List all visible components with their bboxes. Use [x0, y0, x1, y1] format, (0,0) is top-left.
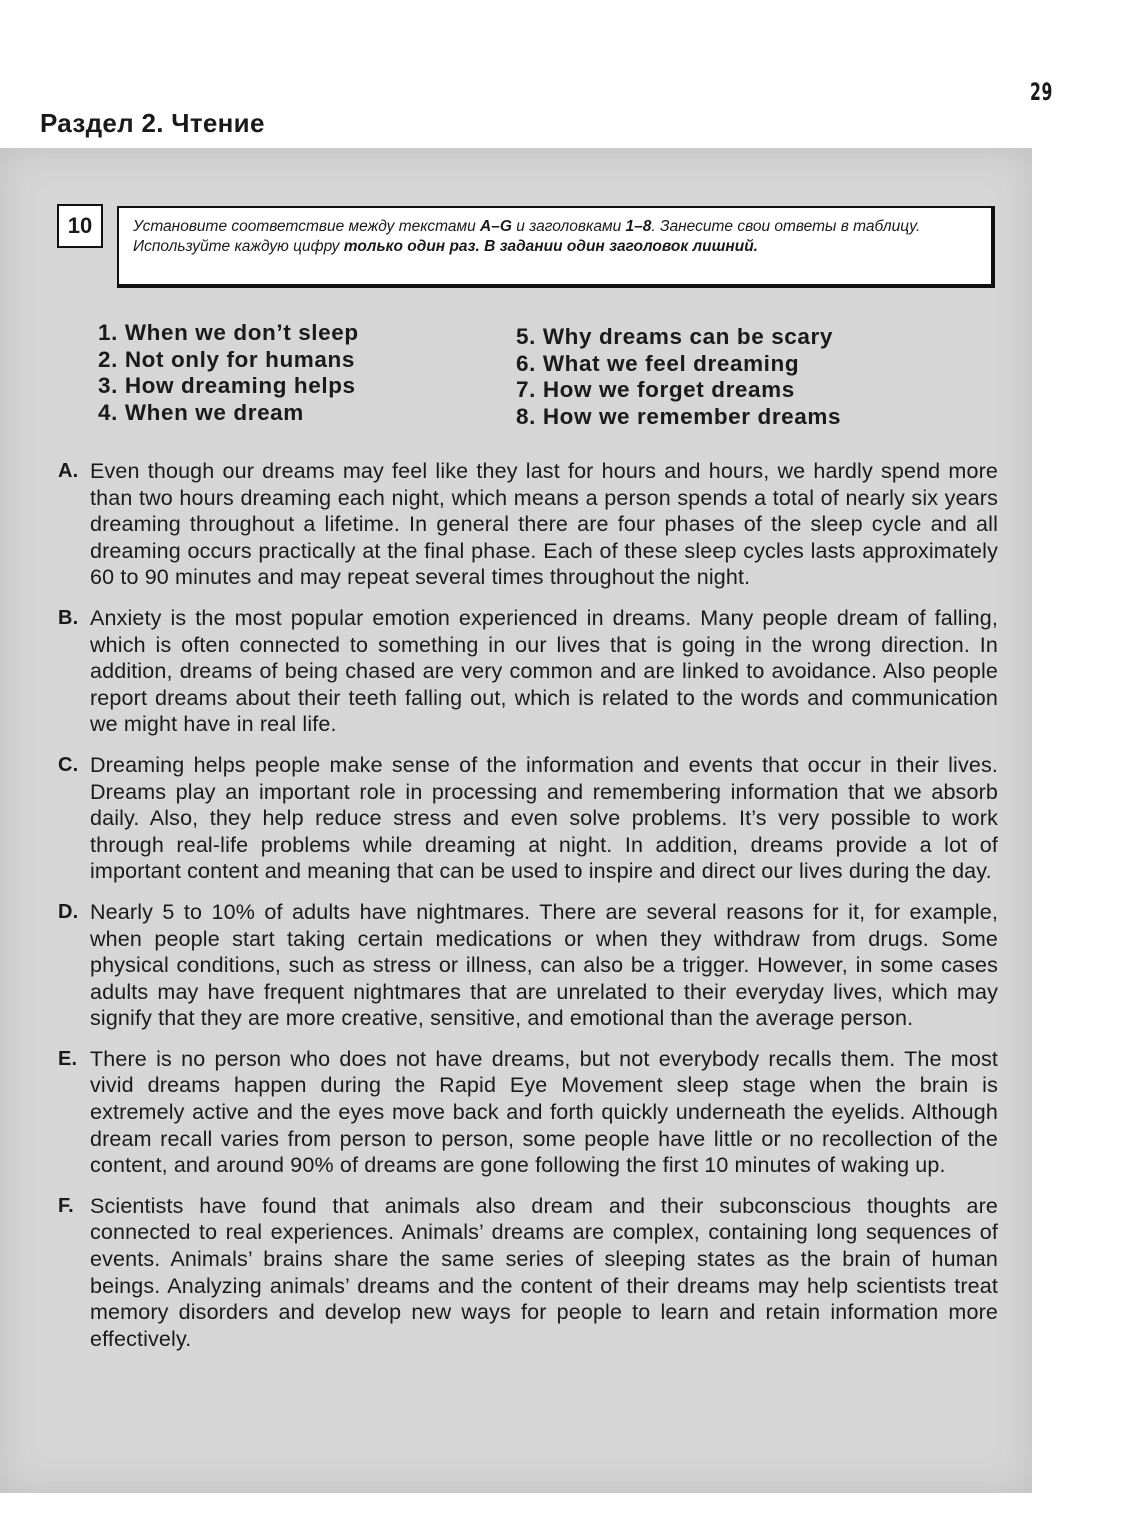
heading-item: 6. What we feel dreaming	[516, 350, 800, 376]
text-body: There is no person who does not have dreams, but not everybody recalls them. The most vivid dreams happen during the Rapid Eye Movement sleep stage when the brain is extremely active and the eyes move back and forth quickly underneath the eyelids. Although dream recall varies from person to person, some people have little or no recollection of the content, and around 90% of dreams are gone following the first 10 minutes of waking up.	[90, 1046, 998, 1178]
heading-item: 2. Not only for humans	[98, 346, 355, 372]
text-body: Dreaming helps people make sense of the information and events that occur in their lives. Dreams play an important role in processing and remembering information that we absorb daily. Also, they help reduce stress and even solve problems. It’s very possible to work through real-life problems while dreaming at night. In addition, dreams provide a lot of important content and meaning that can be used to inspire and direct our lives during the day.	[90, 752, 998, 884]
heading-item: 3. How dreaming helps	[98, 373, 356, 398]
text-letter: B.	[58, 606, 79, 629]
texts-list	[52, 458, 998, 1366]
text-body: Even though our dreams may feel like they last for hours and hours, we hardly spend more than two hours dreaming each night, which means a person spends a total of nearly six years dreaming throughout a lifetime. In general there are four phases of the sleep cycle and all dreaming occurs practically at the final phase. Each of these sleep cycles lasts approximately 60 to 90 minutes and may repeat several times throughout the night.	[90, 459, 998, 590]
text-letter: F.	[58, 1194, 74, 1217]
task-number-badge: 10	[57, 204, 103, 248]
text-letter: C.	[58, 753, 79, 776]
text-body: Anxiety is the most popular emotion experienced in dreams. Many people dream of falling, which is often connected to something in our lives that is going in the wrong direction. In addition, dreams of being chased are very common and are linked to avoidance. Also people report dreams about their teeth falling out, which is related to the words and communication we might have in real life.	[90, 605, 998, 737]
headings-list-left	[98, 320, 359, 426]
instruction-text-2: и заголовками	[511, 218, 626, 235]
text-body: Nearly 5 to 10% of adults have nightmares. There are several reasons for it, for example, when people start taking certain medications or when they withdraw from drugs. Some physical conditions, such as stress or illness, can also be a trigger. However, in some cases adults may have frequent nightmares that are unrelated to their everyday lives, which may signify that they are more creative, sensitive, and emotional than the average person.	[90, 899, 998, 1031]
heading-item: 8. How we remember dreams	[516, 403, 842, 429]
text-block-d	[52, 899, 998, 1032]
instruction-range-headings: 1–8	[625, 218, 652, 235]
instruction-text-1: Установите соответствие между текстами	[133, 218, 481, 235]
text-block-f	[52, 1193, 998, 1353]
text-block-b	[52, 605, 998, 738]
text-block-e	[52, 1046, 998, 1179]
text-body: Scientists have found that animals also dream and their subconscious thoughts are connected to real experiences. Animals’ dreams are complex, containing long sequences of events. Animals’ brains share the same series of sleeping states as the brain of human beings. Analyzing animals’ dreams and the content of their dreams may help scientists treat memory disorders and develop new ways for people to learn and retain information more effectively.	[90, 1193, 998, 1351]
instruction-range-texts: A–G	[480, 218, 512, 235]
instruction-bold-note: только один раз. В задании один заголовок лишний.	[343, 238, 758, 255]
headings-list-right	[516, 324, 841, 430]
text-block-a	[52, 458, 998, 591]
heading-item: 1. When we don’t sleep	[98, 320, 359, 345]
section-title: Раздел 2. Чтение	[40, 108, 265, 138]
text-block-c	[52, 752, 998, 885]
text-letter: D.	[58, 900, 79, 923]
page-number: 29	[1030, 78, 1054, 106]
heading-item: 5. Why dreams can be scary	[516, 324, 833, 349]
text-letter: E.	[58, 1047, 78, 1070]
heading-item: 7. How we forget dreams	[516, 377, 795, 402]
task-instructions	[117, 206, 995, 288]
heading-item: 4. When we dream	[98, 399, 304, 425]
text-letter: A.	[58, 460, 79, 482]
instruction-text-3: . Занесите свои ответы в таблицу. Используйте каждую цифру	[133, 218, 921, 255]
